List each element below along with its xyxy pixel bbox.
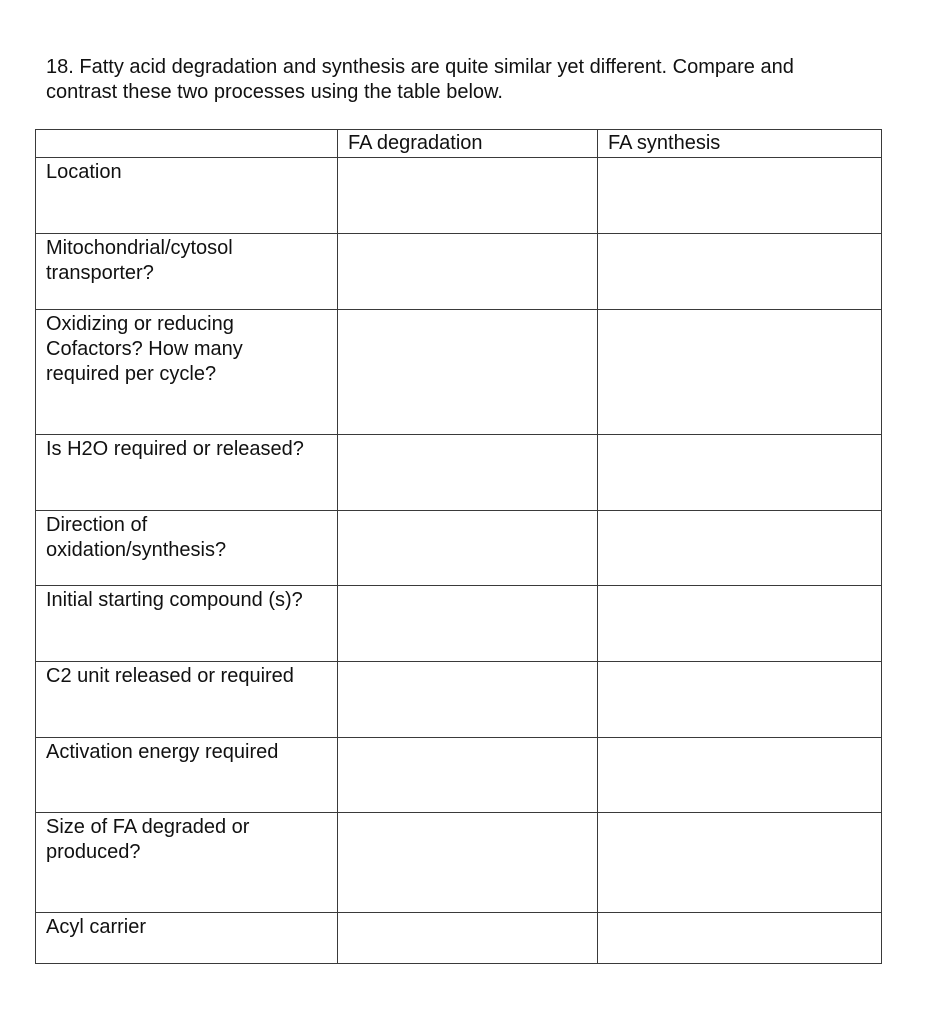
synthesis-answer-cell[interactable] xyxy=(598,738,882,813)
row-label-cofactors xyxy=(36,310,338,435)
synthesis-answer-cell[interactable] xyxy=(598,310,882,435)
degradation-answer-cell[interactable] xyxy=(338,586,598,662)
table-row xyxy=(36,738,882,813)
header-blank-cell xyxy=(36,130,338,158)
degradation-answer-cell[interactable] xyxy=(338,158,598,234)
row-label-line: Cofactors? How many xyxy=(46,338,243,360)
row-label-starting-compound xyxy=(36,586,338,662)
row-label-line: transporter? xyxy=(46,262,154,284)
row-label-line: Mitochondrial/cytosol xyxy=(46,237,233,259)
question-line-2: contrast these two processes using the table below. xyxy=(46,81,503,103)
row-label-line: C2 unit released or required xyxy=(46,665,294,687)
header-fa-synthesis: FA synthesis xyxy=(598,130,882,158)
question-line-1: 18. Fatty acid degradation and synthesis are quite similar yet different. Compare and xyxy=(46,56,794,78)
row-label-acyl-carrier xyxy=(36,913,338,964)
degradation-answer-cell[interactable] xyxy=(338,813,598,913)
table-row xyxy=(36,435,882,511)
row-label-line: oxidation/synthesis? xyxy=(46,539,227,561)
table-row xyxy=(36,586,882,662)
table-row xyxy=(36,913,882,964)
synthesis-answer-cell[interactable] xyxy=(598,158,882,234)
row-label-location xyxy=(36,158,338,234)
table-header-row xyxy=(36,130,882,158)
degradation-answer-cell[interactable] xyxy=(338,738,598,813)
row-label-line: Direction of xyxy=(46,514,148,536)
table-row xyxy=(36,662,882,738)
degradation-answer-cell[interactable] xyxy=(338,511,598,586)
degradation-answer-cell[interactable] xyxy=(338,662,598,738)
row-label-line: Location xyxy=(46,161,122,183)
row-label-direction xyxy=(36,511,338,586)
degradation-answer-cell[interactable] xyxy=(338,435,598,511)
table-row xyxy=(36,310,882,435)
row-label-c2-unit xyxy=(36,662,338,738)
row-label-activation-energy xyxy=(36,738,338,813)
table-row xyxy=(36,158,882,234)
synthesis-answer-cell[interactable] xyxy=(598,586,882,662)
row-label-line: Oxidizing or reducing xyxy=(46,313,234,335)
row-label-line: required per cycle? xyxy=(46,363,217,385)
synthesis-answer-cell[interactable] xyxy=(598,913,882,964)
table-row xyxy=(36,234,882,310)
row-label-line: Size of FA degraded or xyxy=(46,816,250,838)
degradation-answer-cell[interactable] xyxy=(338,913,598,964)
row-label-transporter xyxy=(36,234,338,310)
row-label-line: Initial starting compound (s)? xyxy=(46,589,303,611)
row-label-line: Is H2O required or released? xyxy=(46,438,304,460)
table-row xyxy=(36,511,882,586)
question-text xyxy=(46,55,886,105)
header-fa-degradation: FA degradation xyxy=(338,130,598,158)
row-label-line: Activation energy required xyxy=(46,741,279,763)
row-label-fa-size xyxy=(36,813,338,913)
synthesis-answer-cell[interactable] xyxy=(598,813,882,913)
synthesis-answer-cell[interactable] xyxy=(598,662,882,738)
comparison-table xyxy=(35,129,882,964)
row-label-line: Acyl carrier xyxy=(46,916,147,938)
synthesis-answer-cell[interactable] xyxy=(598,511,882,586)
degradation-answer-cell[interactable] xyxy=(338,310,598,435)
row-label-line: produced? xyxy=(46,841,141,863)
table-row xyxy=(36,813,882,913)
synthesis-answer-cell[interactable] xyxy=(598,234,882,310)
synthesis-answer-cell[interactable] xyxy=(598,435,882,511)
row-label-h2o xyxy=(36,435,338,511)
degradation-answer-cell[interactable] xyxy=(338,234,598,310)
